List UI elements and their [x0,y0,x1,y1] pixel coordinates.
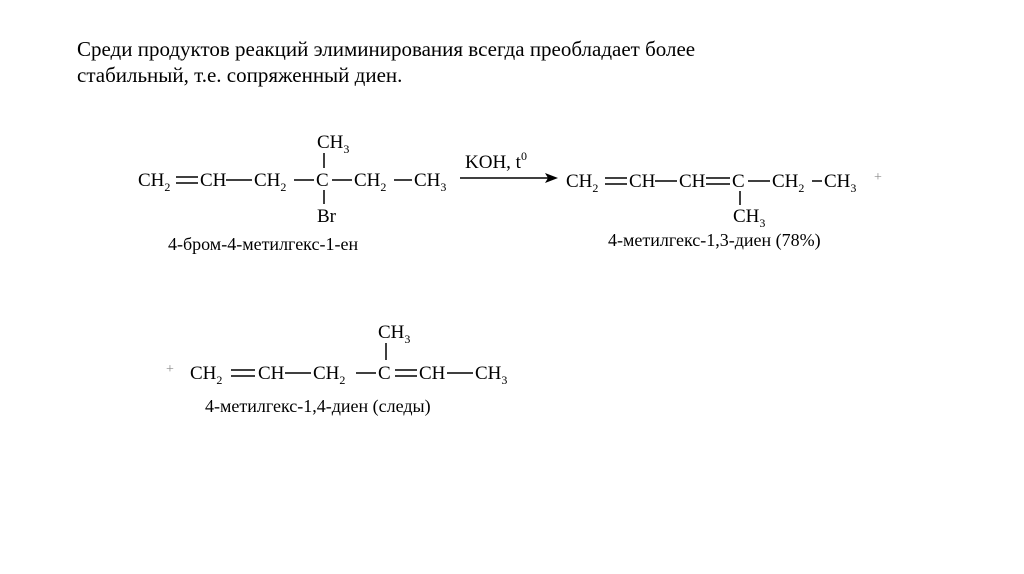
product2-name: 4-метилгекс-1,4-диен (следы) [205,396,431,416]
product1-name: 4-метилгекс-1,3-диен (78%) [608,230,821,250]
product2-ch3-end: $CH_3$ [475,363,508,387]
product1-ch2-2: $CH_2$ [772,171,805,195]
reactant-c-center: C [316,170,329,191]
reactant-name: 4-бром-4-метилгекс-1-ен [168,234,359,254]
product1-ch2-1: $CH_2$ [566,171,599,195]
reactant-ch3-top: $CH_3$ [317,132,350,156]
reactant-br: Br [317,206,336,227]
reaction-arrow [460,149,558,183]
reactant-ch2-2: $CH_2$ [254,170,287,194]
product2-ch2-1: $CH_2$ [190,363,223,387]
reactant-ch2-3: $CH_2$ [354,170,387,194]
reactant-ch2-1: $CH_2$ [138,170,171,194]
product1-c: C [732,171,745,192]
product2-ch-a: CH [258,363,285,384]
plus-sign-1: + [874,170,882,185]
product2-structure [190,322,507,417]
reactant-structure [138,132,446,254]
reactant-ch: CH [200,170,227,191]
product2-ch2-2: $CH_2$ [313,363,346,387]
intro-line-1: Среди продуктов реакций элиминирования всегда преобладает более [77,37,696,61]
product2-ch3-top: $CH_3$ [378,322,411,346]
product1-ch3-bottom: $CH_3$ [733,206,766,230]
product2-c: C [378,363,391,384]
plus-sign-2: + [166,362,174,377]
reagent-label: KOH, $t^0$ [465,149,527,173]
product2-ch-c: CH [419,363,446,384]
reactant-ch3-end: $CH_3$ [414,170,447,194]
product1-structure [566,171,856,251]
intro-line-2: стабильный, т.е. сопряженный диен. [77,63,403,87]
product1-ch3-end: $CH_3$ [824,171,857,195]
product1-ch-b: CH [679,171,706,192]
product1-ch-a: CH [629,171,656,192]
